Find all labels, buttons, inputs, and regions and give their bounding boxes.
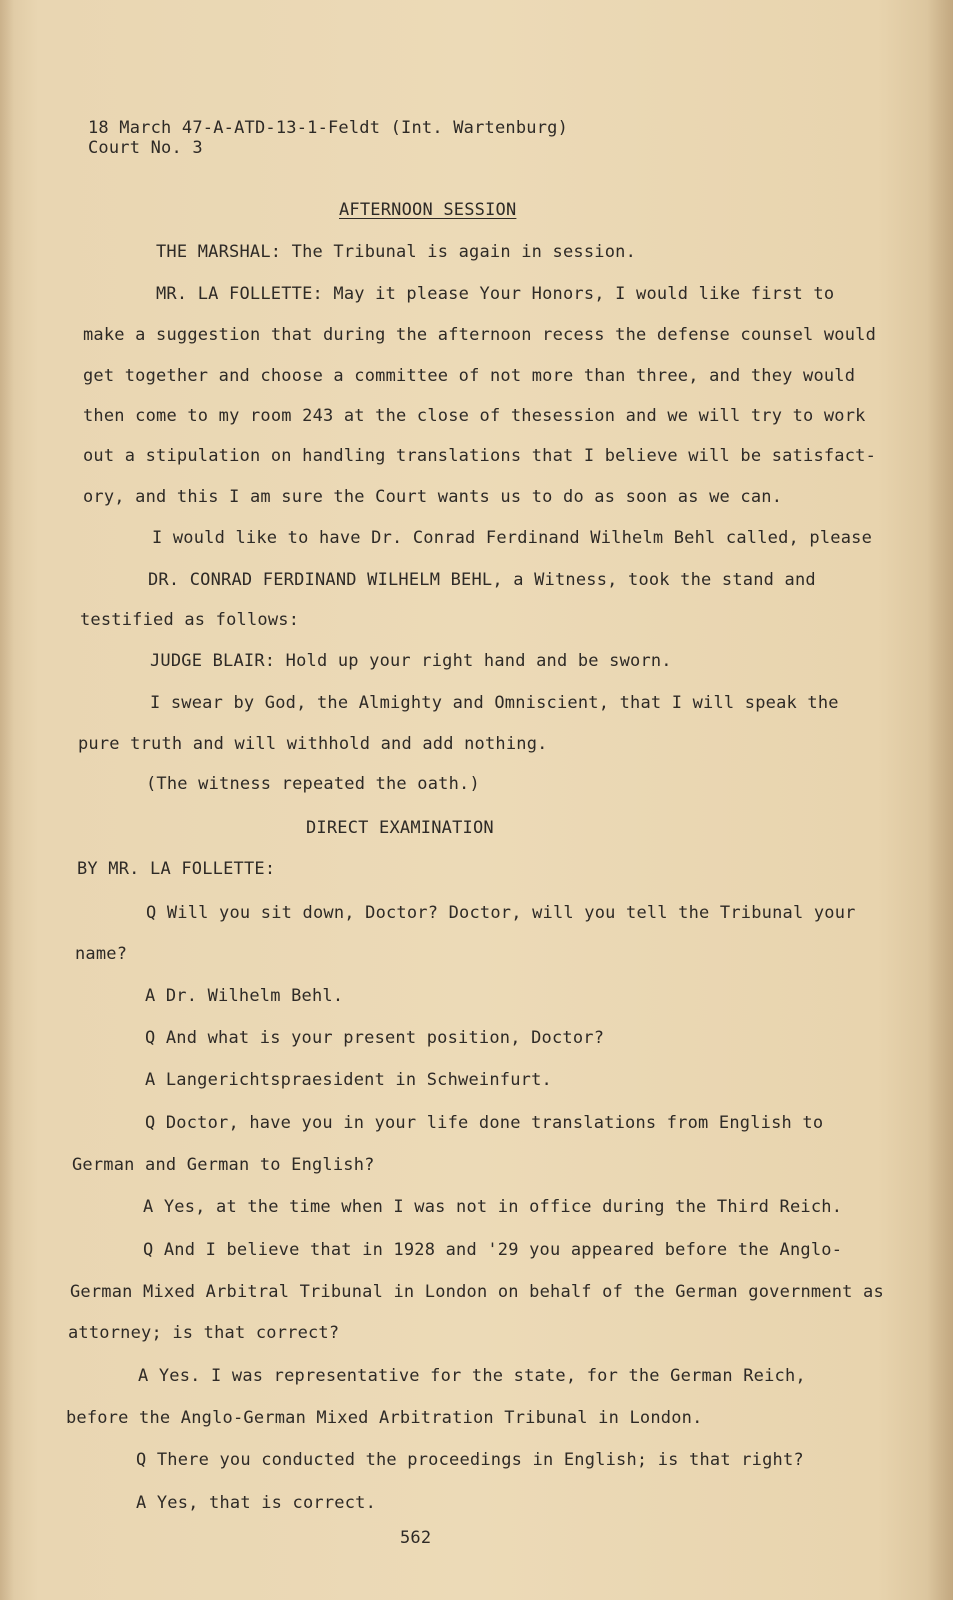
text-line: make a suggestion that during the afternoon recess the defense counsel would — [83, 325, 877, 345]
text-line: before the Anglo-German Mixed Arbitration Tribunal in London. — [66, 1408, 703, 1428]
page-number: 562 — [400, 1528, 432, 1548]
text-line: name? — [75, 944, 128, 964]
text-line: A Yes. I was representative for the state, for the German Reich, — [138, 1366, 806, 1386]
direct-examination-heading: DIRECT EXAMINATION — [306, 818, 494, 838]
text-line: pure truth and will withhold and add nothing. — [78, 734, 548, 754]
header-court: Court No. 3 — [88, 138, 203, 158]
text-line: I would like to have Dr. Conrad Ferdinand Wilhelm Behl called, please — [152, 528, 873, 548]
text-line: JUDGE BLAIR: Hold up your right hand and be sworn. — [150, 651, 672, 671]
header-reference: 18 March 47-A-ATD-13-1-Feldt (Int. Wartenburg) — [88, 118, 569, 138]
text-line: get together and choose a committee of not more than three, and they would — [83, 366, 856, 386]
text-line: Q And I believe that in 1928 and '29 you appeared before the Anglo- — [143, 1240, 843, 1260]
text-line: (The witness repeated the oath.) — [146, 774, 480, 794]
text-line: German Mixed Arbitral Tribunal in London on behalf of the German government as — [70, 1282, 884, 1302]
paper-edge-right — [927, 0, 953, 1600]
text-line: ory, and this I am sure the Court wants us to do as soon as we can. — [83, 487, 783, 507]
text-line: German and German to English? — [72, 1155, 375, 1175]
text-line: attorney; is that correct? — [68, 1323, 340, 1343]
text-line: MR. LA FOLLETTE: May it please Your Honors, I would like first to — [156, 284, 835, 304]
text-line: out a stipulation on handling translations that I believe will be satisfact- — [83, 446, 877, 466]
text-line: Q There you conducted the proceedings in English; is that right? — [136, 1450, 804, 1470]
text-line: Q And what is your present position, Doctor? — [145, 1028, 605, 1048]
text-line: A Yes, at the time when I was not in office during the Third Reich. — [143, 1197, 843, 1217]
session-heading: AFTERNOON SESSION — [339, 200, 517, 220]
text-line: testified as follows: — [80, 610, 300, 630]
paper-edge-left — [0, 0, 14, 1600]
text-line: Q Will you sit down, Doctor? Doctor, will you tell the Tribunal your — [146, 903, 856, 923]
text-line: then come to my room 243 at the close of thesession and we will try to work — [83, 406, 866, 426]
text-line: BY MR. LA FOLLETTE: — [77, 859, 276, 879]
text-line: DR. CONRAD FERDINAND WILHELM BEHL, a Witness, took the stand and — [148, 570, 816, 590]
text-line: A Dr. Wilhelm Behl. — [145, 986, 344, 1006]
text-line: A Langerichtspraesident in Schweinfurt. — [145, 1070, 552, 1090]
text-line: I swear by God, the Almighty and Omniscient, that I will speak the — [150, 693, 839, 713]
text-line: A Yes, that is correct. — [136, 1493, 377, 1513]
text-line: THE MARSHAL: The Tribunal is again in session. — [156, 242, 637, 262]
text-line: Q Doctor, have you in your life done translations from English to — [145, 1113, 824, 1133]
